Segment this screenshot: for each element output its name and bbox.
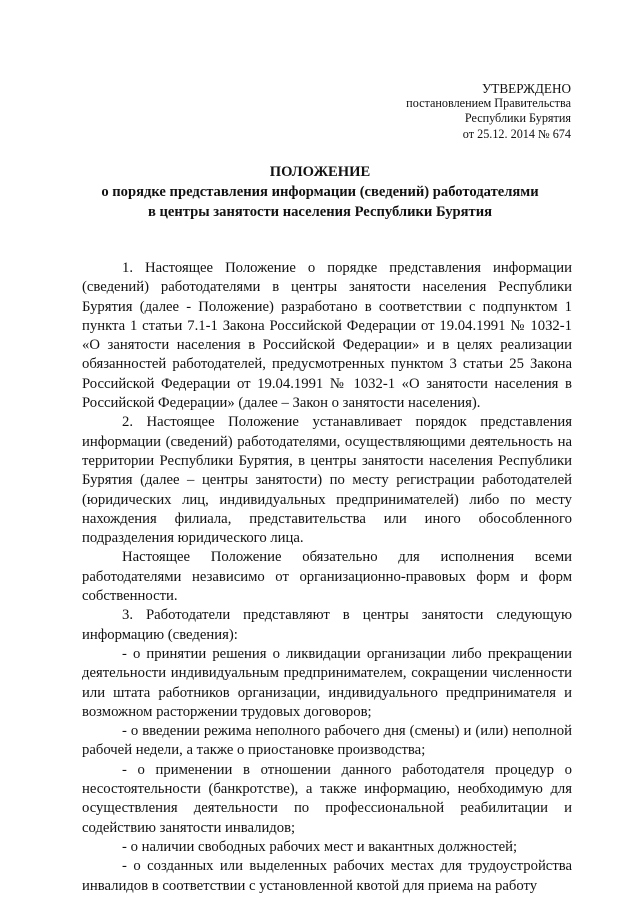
approval-line-4: от 25.12. 2014 № 674	[462, 126, 571, 141]
paragraph-2: 2. Настоящее Положение устанавливает порядок представления информации (сведений) работодателями, осуществляющими деятельность на территории Республики Бурятия, в центры занятости населения Республики Бурятия (далее – центры занятости) по месту регистрации работодателей (юридических лиц, индивидуальных предпринимателей) либо по месту нахождения филиала, представительства или иного обособленного подразделения юридического лица.	[82, 414, 572, 547]
list-item-part-time: - о введении режима неполного рабочего дня (смены) и (или) неполной рабочей недели, а также о приостановке производства;	[82, 723, 572, 759]
paragraph-4: 3. Работодатели представляют в центры занятости следующую информацию (сведения):	[82, 607, 572, 643]
approval-line-3: Республики Бурятия	[464, 111, 571, 126]
title-line-2: о порядке представления информации (сведений) работодателями	[101, 184, 539, 200]
list-item-liquidation: - о принятии решения о ликвидации организации либо прекращении деятельности индивидуальным предпринимателем, сокращении численности или штата работников организации, индивидуального предпринимателя и возможном расторжении трудовых договоров;	[82, 645, 572, 720]
approval-stamp	[406, 81, 571, 142]
list-item-vacancies: - о наличии свободных рабочих мест и вакантных должностей;	[122, 838, 518, 855]
approval-line-1: УТВЕРЖДЕНО	[481, 81, 571, 96]
paragraph-3: Настоящее Положение обязательно для исполнения всеми работодателями независимо от организационно-правовых форм и форм собственности.	[82, 549, 572, 605]
list-item-bankruptcy: - о применении в отношении данного работодателя процедур о несостоятельности (банкротстве), а также информацию, необходимую для осуществления деятельности по профессиональной реабилитации и содействию занятости инвалидов;	[82, 761, 572, 836]
list-item-disabled-quota: - о созданных или выделенных рабочих местах для трудоустройства инвалидов в соответствии с установленной квотой для приема на работу	[82, 858, 572, 894]
approval-line-2: постановлением Правительства	[406, 96, 571, 111]
document-body	[82, 259, 572, 896]
paragraph-1: 1. Настоящее Положение о порядке представления информации (сведений) работодателями в центры занятости населения Республики Бурятия (далее - Положение) разработано в соответствии с подпунктом 1 пункта 1 статьи 7.1-1 Закона Российской Федерации от 19.04.1991 № 1032-1 «О занятости населения в Российской Федерации» и в целях реализации обязанностей работодателей, предусмотренных пунктом 3 статьи 25 Закона Российской Федерации от 19.04.1991 № 1032-1 «О занятости населения в Российской Федерации» (далее – Закон о занятости населения).	[82, 260, 572, 412]
title-line-3: в центры занятости населения Республики Бурятия	[147, 204, 493, 220]
document-title	[70, 162, 570, 222]
title-line-1: ПОЛОЖЕНИЕ	[269, 164, 371, 180]
